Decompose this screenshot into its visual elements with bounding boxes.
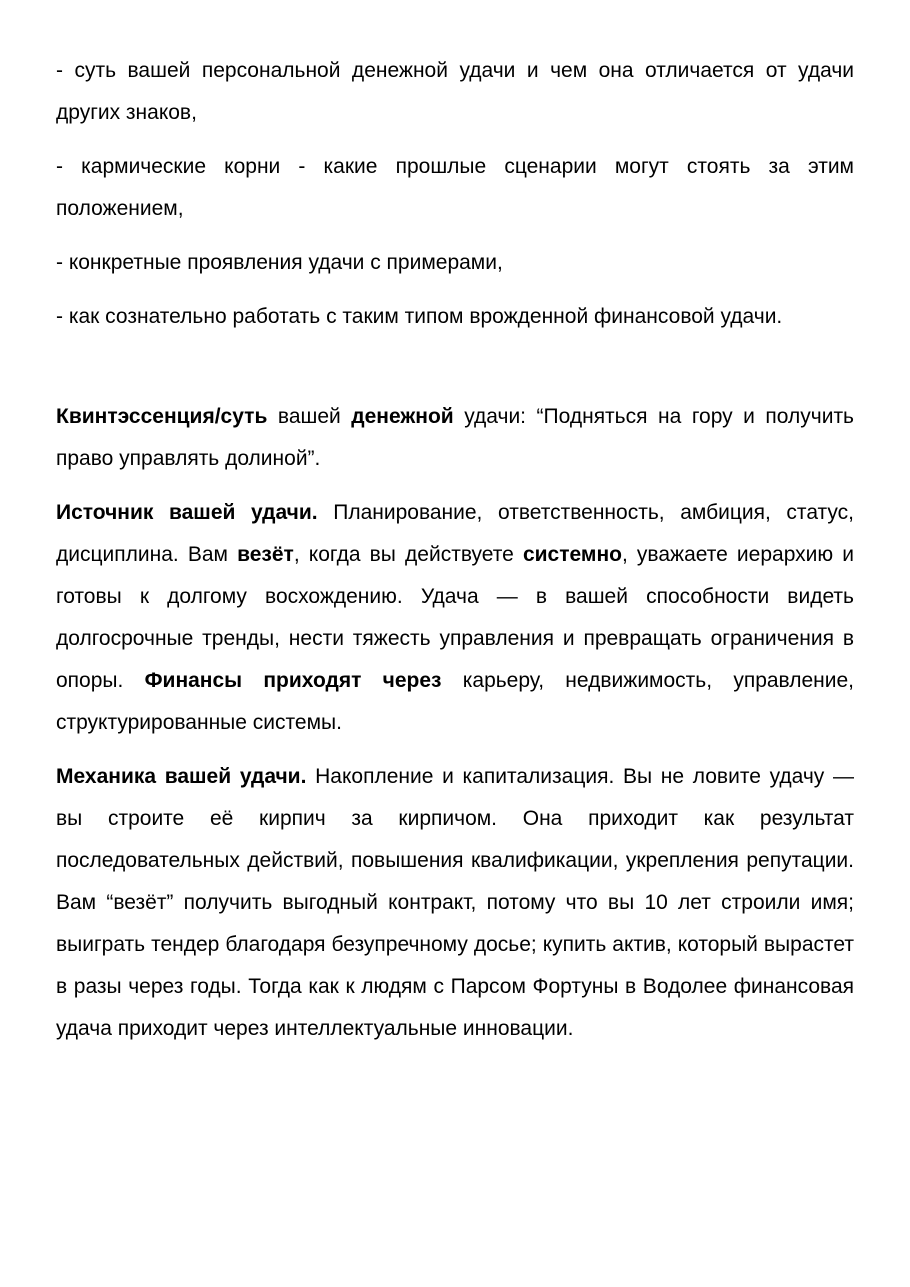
source-heading: Источник вашей удачи. bbox=[56, 501, 318, 524]
section-spacer bbox=[56, 350, 854, 396]
source-text-3: , уважаете иерархию и готовы к долгому восхождению. Удача — в вашей способности видеть долгосрочные тренды, нести тяжесть управления и превращать ограничения в опоры. bbox=[56, 543, 854, 692]
list-item: - суть вашей персональной денежной удачи и чем она отличается от удачи других знаков, bbox=[56, 59, 854, 124]
source-text-2: , когда вы действуете bbox=[293, 543, 523, 566]
quintessence-bold-2: денежной bbox=[351, 405, 454, 428]
source-paragraph bbox=[56, 492, 854, 744]
mechanics-heading: Механика вашей удачи. bbox=[56, 765, 307, 788]
source-bold-finance: Финансы приходят через bbox=[144, 669, 442, 692]
mechanics-paragraph bbox=[56, 756, 854, 1050]
quintessence-text-1: вашей bbox=[267, 405, 352, 428]
document-page bbox=[56, 50, 854, 1062]
list-item: - кармические корни - какие прошлые сценарии могут стоять за этим положением, bbox=[56, 155, 854, 220]
list-item: - конкретные проявления удачи с примерами, bbox=[56, 251, 503, 274]
list-item: - как сознательно работать с таким типом врожденной финансовой удачи. bbox=[56, 305, 783, 328]
source-text-1: Планирование, ответственность, амбиция, статус, дисциплина. Вам bbox=[56, 501, 854, 566]
quintessence-paragraph bbox=[56, 396, 854, 480]
quintessence-text-2: удачи: “Подняться на гору и получить право управлять долиной”. bbox=[56, 405, 854, 470]
source-bold-luck: везёт bbox=[237, 543, 294, 566]
source-text-4: карьеру, недвижимость, управление, структурированные системы. bbox=[56, 669, 855, 734]
source-bold-systemic: системно bbox=[522, 543, 622, 566]
mechanics-text: Накопление и капитализация. Вы не ловите удачу — вы строите её кирпич за кирпичом. Она приходит как результат последовательных действий, повышения квалификации, укрепления репутации. Вам “везёт” получить выгодный контракт, потому что вы 10 лет строили имя; выиграть тендер благодаря безупречному досье; купить актив, который вырастет в разы через годы. Тогда как к людям с Парсом Фортуны в Водолее финансовая удача приходит через интеллектуальные инновации. bbox=[56, 765, 854, 1040]
quintessence-bold-1: Квинтэссенция/суть bbox=[56, 405, 268, 428]
